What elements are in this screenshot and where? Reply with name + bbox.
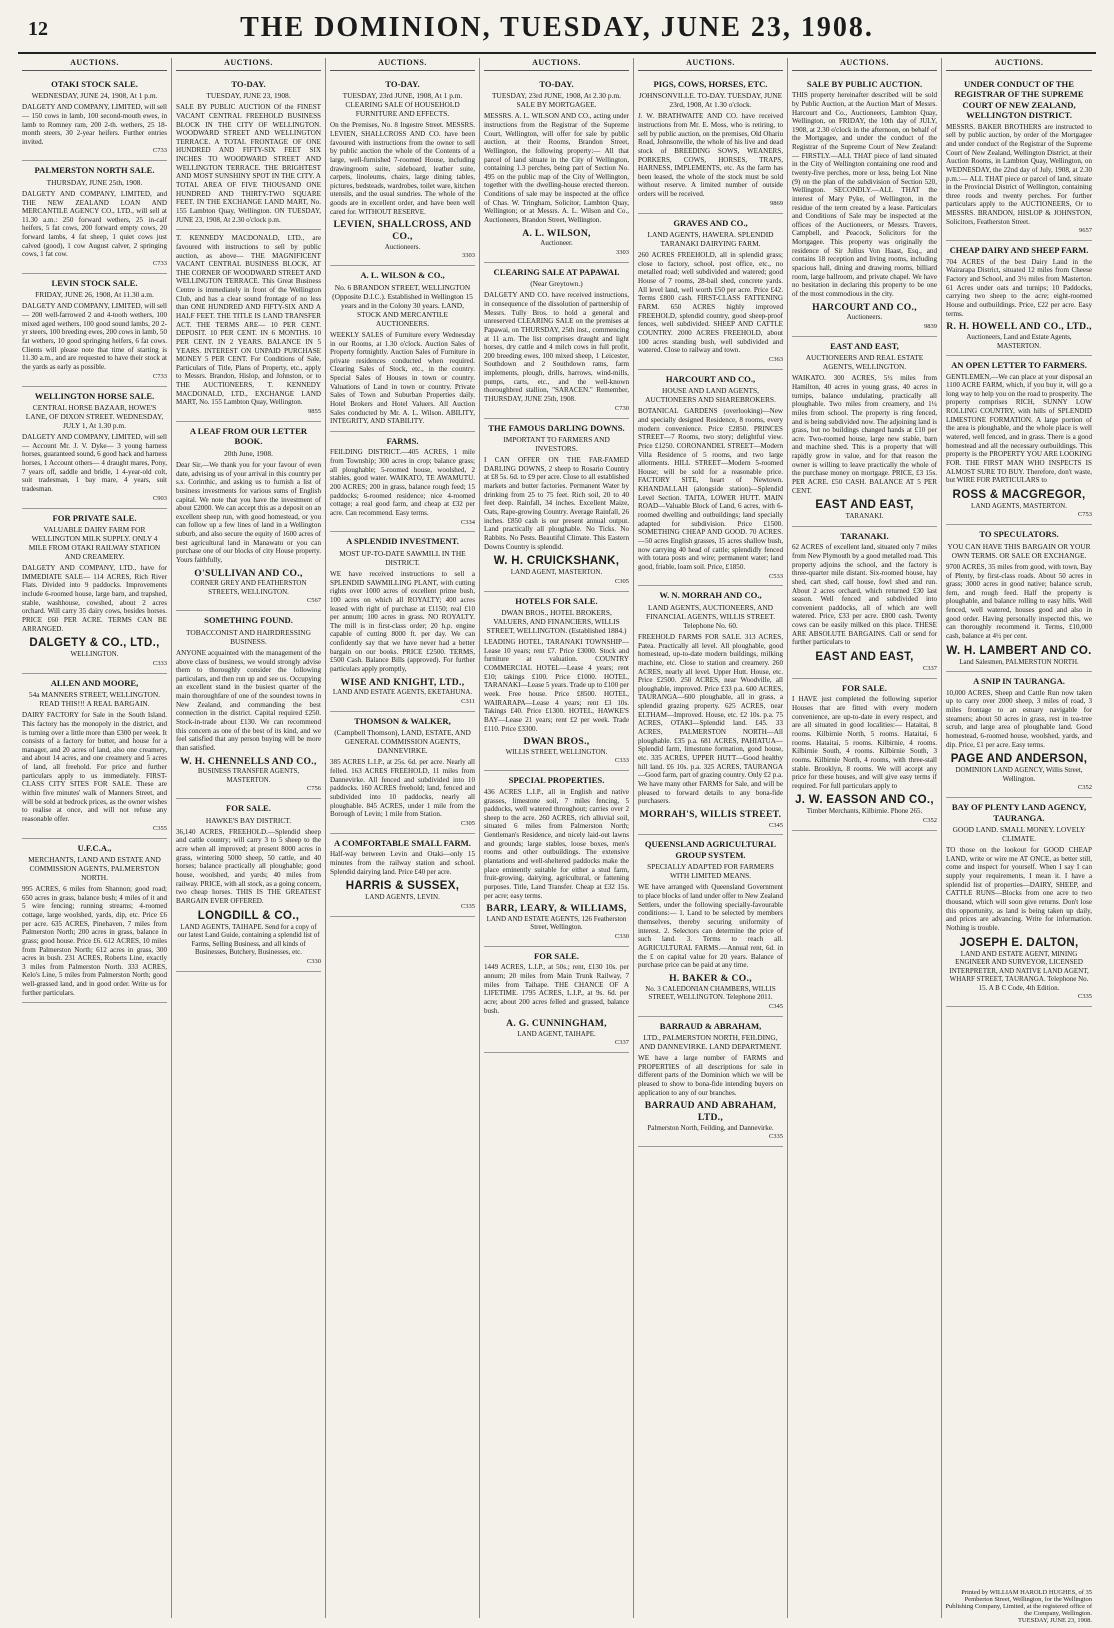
- ad-title: CHEAP DAIRY AND SHEEP FARM.: [949, 245, 1089, 256]
- advertisement: [484, 419, 629, 592]
- column-heading: AUCTIONS.: [484, 58, 629, 71]
- ad-firm-name: A. L. WILSON,: [522, 227, 591, 239]
- ad-body: 385 ACRES L.I.P., at 25s. 6d. per acre. Nearly all felled. 163 ACRES FREEHOLD, 11 miles from Dannevirke. All fenced and subdivided into 10 paddocks. 160 ACRES freehold; land, fenced and subdivided into 10 paddocks, nearly all ploughable. 845 ACRES, under 1 mile from the Borough of Levin; 1 mile from Station.: [330, 758, 475, 819]
- ad-firm-details: LAND AGENTS, LEVIN.: [365, 893, 440, 902]
- ad-title: TO-DAY.: [231, 78, 266, 89]
- ad-reference-code: 9657: [1079, 227, 1092, 235]
- ad-reference-code: C733: [152, 372, 167, 380]
- advertisement: [638, 75, 783, 214]
- advertisement: [484, 75, 629, 263]
- ad-firm-name: DALGETY & CO., LTD.,: [29, 637, 160, 650]
- masthead: [18, 8, 1096, 54]
- advertisement: [946, 798, 1092, 1007]
- ad-firm-name: DWAN BROS.,: [523, 736, 590, 748]
- ad-body: MESSRS. A. L. WILSON AND CO., acting under instructions from the Registrar of the Supreme Court, Wellington, will offer for sale by public auction, at their Rooms, Brandon Street, Wellington, the following property:— All that parcel of land situate in the City of Wellington, containing 1.3 perches, being part of Section No. 495 on the public map of the City of Wellington, together with the dwelling-house erected thereon. Conditions of sale may be inspected at the office of Chas. W. Tringham, Solicitor, Lambton Quay, Wellington; or at Messrs. A. L. Wilson and Co., Auctioneers, Brandon Street, Wellington.: [484, 112, 629, 224]
- ad-reference-code: C333: [152, 659, 167, 667]
- ad-firm-name: LONGDILL & CO.,: [197, 909, 300, 922]
- ad-firm-name: O'SULLIVAN AND CO.,: [194, 567, 303, 579]
- advertisement: [792, 527, 937, 679]
- ad-subtitle: VALUABLE DAIRY FARM FOR WELLINGTON MILK SUPPLY. ONLY 4 MILE FROM OTAKI RAILWAY STATION AND CREAMERY.: [28, 524, 161, 562]
- imprint-date: TUESDAY, JUNE 23, 1908.: [1017, 1617, 1092, 1624]
- ad-title: GRAVES AND CO.,: [673, 217, 748, 228]
- ad-body: DALGETY AND COMPANY, LIMITED, will sell— 200 well-farrowed 2 and 4-tooth wethers, 100 mixed aged wethers, 100 good sound lambs, 20 2-yr steers, 100 breeding ewes, 200 cows in lamb, 50 fat wethers, 10 good springing heifers, 6 fat cows. Clients will please note that time of starting is 11.30 a.m., and are requested to have their stock at the yards as early as possible.: [22, 302, 167, 371]
- ad-title: A SNIP IN TAURANGA.: [973, 676, 1065, 687]
- ad-subtitle: (Near Greytown.): [530, 279, 583, 289]
- ad-body: THIS property hereinafter described will be sold by Public Auction, at the Auction Mart of Messrs. Harcourt and Co., Auctioneers, Lambton Quay, Wellington, on FRIDAY, the 10th day of JULY, 1908, at 2.30 o'clock in the afternoon, on behalf of the Mortgagee, and under the conduct of the Registrar of the Supreme Court of New Zealand:— FIRSTLY.—ALL THAT piece of land situated in the City of Wellington containing one rood and twenty-five perches, more or less, being Lot Nine (9) on the plan of the subdivision of Section 520, Wellington. SECONDLY.—ALL THAT the interest of Mary Pyke, of Wellington, in the residue of the term created by a lease. Particulars and Conditions of Sale may be inspected at the offices of the Auctioneers, or Messrs. Travers, Campbell, and Peacock, Solicitors for the Mortgagee. This property was originally the residence of Sir Julius Von Haast, Esq., and contains 18 reception and living rooms, including spacious hall, dining and drawing rooms, billiard room, large ballroom, and private chapel. We have no hesitation in declaring this property to be one of the most commodious in the city.: [792, 91, 937, 298]
- ad-body: BOTANICAL GARDENS (overlooking)—New and specially designed Residence, 8 rooms, every modern convenience. Price £2850. PRINCES STREET—7 Rooms, two story; delightful view. Price £1250. CORONANDEL STREET—Modern Villa Residence of 5 rooms, and two large allotments. HILL STREET—Modern 5-roomed House; will be sold for a reasonable price. FACTORY SITE, heart of Newtown. KHANDALLAH (alongside station)—Splendid Level Section. TAITA, LOWER HUTT. MAIN ROAD—Valuable Block of Land, 6 acres, with 6-roomed dwelling and outbuildings; land specially adapted for subdivision. Price £1500. SOMETHING CHEAP AND GOOD. 70 ACRES.—50 acres English grasses, 15 acres shallow bush, now carrying 40 head of cattle; splendidly fenced with totara posts and wire; permanent water; land good, friable, loam soil. Price, £1850.: [638, 407, 783, 571]
- column-1: [18, 58, 172, 1618]
- ad-subtitle: TUESDAY, 23rd JUNE, 1908, At 2.30 p.m. SALE BY MORTGAGEE.: [492, 91, 621, 110]
- ad-firm-name: H. BAKER & CO.,: [669, 972, 752, 984]
- ad-title: FOR PRIVATE SALE.: [52, 512, 137, 523]
- ad-subtitle: TUESDAY, 23rd JUNE, 1908, At 1 p.m. CLEARING SALE Of HOUSEHOLD FURNITURE AND EFFECTS.: [342, 91, 463, 119]
- ad-firm-name: BARR, LEARY, & WILLIAMS,: [486, 903, 627, 915]
- ad-title: PIGS, COWS, HORSES, ETC.: [653, 78, 768, 89]
- ad-reference-code: 3303: [462, 252, 475, 260]
- ad-firm-name: PAGE AND ANDERSON,: [950, 753, 1088, 766]
- ad-reference-code: C352: [1077, 784, 1092, 792]
- ad-firm-details: Auctioneer.: [540, 239, 573, 248]
- ad-subtitle: CENTRAL HORSE BAZAAR, HOWE'S LANE, OF DIXON STREET. WEDNESDAY, JULY 1, At 1.30 p.m.: [25, 403, 164, 431]
- ad-body: TO those on the lookout for GOOD CHEAP LAND, write or wire me AT ONCE, as better still, come and inspect for yourself. When I say I can supply your requirements, I mean it. I have a splendid list of properties—DAIRY, SHEEP, and CATTLE RUNS—Blocks from one acre to two thousand, which will soon give returns. Don't lose this opportunity, as land is being taken up daily, and prices are advancing. Write for information. Nothing is trouble.: [946, 846, 1092, 932]
- ad-body: WE have a large number of FARMS and PROPERTIES of all descriptions for sale in different parts of the Dominion which we will be pleased to show to bona-fide intending buyers on application to any of our branches.: [638, 1054, 783, 1097]
- advertisement: [22, 75, 167, 162]
- ad-body: SALE BY PUBLIC AUCTION Of the FINEST VACANT CENTRAL FREEHOLD BUSINESS BLOCK IN THE CITY OF WELLINGTON. WOODWARD STREET AND WELLINGTON TERRACE. A TOTAL FRONTAGE OF ONE HUNDRED AND FIFTY-SIX FEET SIX INCHES TO WOODWARD STREET AND WELLINGTON TERRACE. THE BRIGHTEST AND MOST SUNSHINY SPOT IN THE CITY. A TOTAL AREA OF FIVE THOUSAND ONE HUNDRED AND THIRTY-TWO SQUARE FEET. IN THE EXCHANGE LAND MART, No. 155 Lambton Quay, Wellington. ON TUESDAY, JUNE 23, 1908, At 2.30 o'clock p.m.: [176, 103, 321, 224]
- ad-body: Dear Sir,—We thank you for your favour of even date, advising us of your arrival in this country per s.s. Corinthic, and asking us to furnish a list of business investments for various sums of English capital. We note that you have the investment of about £2000. We can accept this as a deposit on an excellent sheep run, with good homestead, or you can follow up a few lines of land in a Wellington suburb, and also secure the equity of 1600 acres of best agricultural land in Manawatu or you can purchase one of our blocks of city House property. Yours faithfully,: [176, 460, 321, 565]
- ad-subtitle: HOUSE AND LAND AGENTS, AUCTIONEERS AND SHAREBROKERS.: [645, 386, 776, 405]
- ad-body: FREEHOLD FARMS FOR SALE. 313 ACRES, Patea. Practically all level. All ploughable, good homestead, up-to-date modern buildings, milking machine, etc. Close to station and creamery. 260 ACRES, nearly all level. Upper Hutt. House, etc. Price £2500. 250 ACRES, near Woodville, all ploughable, improved. Price £33 p.a. 600 ACRES, TAURANGA—600 ploughable, all in grass, a splendid grazing property. 625 ACRES, near ELTHAM—Improved. House, etc. £2 10s. p.a. 75 ACRES, OTAKI—Splendid land. £45. 33 ACRES, PALMERSTON NORTH—All ploughable. £35 p.a. 681 ACRES, PAHIATUA—Splendid farm, limestone formation, good house, etc. 335 ACRES, UPPER HUTT—Good healthy hill land. £6 10s. p.a. 325 ACRES, TAURANGA—Good farm, part of grazing country. Only £2 p.a. We have many other FARMS for Sale, and will be pleased to forward details to any bona-fide purchasers.: [638, 633, 783, 806]
- ad-title: THE FAMOUS DARLING DOWNS.: [488, 422, 625, 433]
- advertisement: [22, 387, 167, 509]
- ad-title: A LEAF FROM OUR LETTER BOOK.: [189, 425, 308, 447]
- column-6: [788, 58, 942, 1618]
- ad-firm-details: Palmerston North, Feilding, and Dannevirke.: [647, 1123, 774, 1132]
- ad-reference-code: C305: [460, 819, 475, 827]
- ad-subtitle: TUESDAY, JUNE 23, 1908.: [206, 91, 291, 101]
- ad-body: ANYONE acquainted with the management of the above class of business, we would strongly advise them to thoroughly consider the following particulars, and then run up and see us. Occupying an excellent stand in the busiest quarter of the main thoroughfare of one of the soundest towns in New Zealand, and commanding the best connection in the district. Capital required £250. Stock-in-trade about £130. We can recommend this concern as one of the best of its kind, and we feel satisfied that any person buying will be more than satisfied.: [176, 648, 321, 752]
- ad-subtitle: DWAN BROS., HOTEL BROKERS, VALUERS, AND FINANCIERS, WILLIS STREET, WELLINGTON. (Established 1884.): [486, 608, 627, 636]
- ad-reference-code: C335: [768, 1133, 783, 1141]
- ad-title: TARANAKI.: [840, 530, 889, 541]
- ad-firm-details: Auctioneers, Land and Estate Agents, MASTERTON.: [966, 332, 1072, 350]
- ad-subtitle: No. 6 BRANDON STREET, WELLINGTON (Opposite D.I.C.). Established in Wellington 15 years and in the Colony 30 years. LAND, STOCK AND MERCANTILE AUCTIONEERS.: [332, 282, 473, 328]
- ad-title: HOTELS FOR SALE.: [515, 595, 598, 606]
- ad-body: GENTLEMEN,—We can place at your disposal an 1100 ACRE FARM, which, if you buy it, will go a long way to help you on the road to prosperity. The property comprises RICH, SUNNY LOW ROLLING COUNTRY, with hills of SPLENDID LIMESTONE FORMATION. A large portion of the area is ploughable, and the whole place is well watered, well fenced, and in grass. There is a good homestead and all the necessary outbuildings. This property is the PROPERTY YOU ARE LOOKING FOR. THE FIRST MAN WHO INSPECTS IS ALMOST SURE TO BUY. Therefore, don't waste, but WIRE FOR PARTICULARS to: [946, 372, 1092, 485]
- imprint-text: Printed by WILLIAM HAROLD HUGHES, of 35 Pemberton Street, Wellington, for the Wellington Publishing Company, Limited, at the registered office of the Company, Wellington.: [945, 1589, 1092, 1617]
- ad-body: 436 ACRES L.I.P., all in English and native grasses, limestone soil, 7 miles fencing, 5 paddocks, well watered throughout; carries over 2 sheep to the acre. 260 ACRES, rich alluvial soil, situated 6 miles from Palmerston North; Gentleman's Residence, and nicely laid-out lawns and grounds; large stables, loose boxes, men's rooms and other outbuildings. The extensive plantations and well-sheltered paddocks make the place eminently suitable for either a stud farm, fruit-growing, dairying, agricultural, or fattening purposes. Title, Land Transfer. Cheap at £32 15s. per acre; easy terms.: [484, 787, 629, 900]
- ad-reference-code: C363: [768, 355, 783, 363]
- ad-title: HARCOURT AND CO.,: [665, 373, 756, 384]
- ad-body: WEEKLY SALES of Furniture every Wednesday in our Rooms, at 1.30 o'clock. Auction Sales of Property fortnightly. Auction Sales of Furniture in private residences conducted when required. Clearing Sales of Stock, etc., in the country. Special Sales of Houses in town or country. Valuations of Land in town or country. Private Sales of Town and Suburban Properties daily. Hotel Brokers and Hotel Valuers. All Auction Sales conducted by Mr. A. L. Wilson. ABILITY, INTEGRITY, AND STABILITY.: [330, 330, 475, 426]
- ad-firm-name: EAST AND EAST,: [815, 651, 914, 663]
- advertisement: [638, 214, 783, 370]
- ad-body: DALGETY AND COMPANY, LIMITED, will sell— 150 cows in lamb, 100 second-mouth ewes, in lamb to Romney ram, 200 2-th. wethers, 25 18-month steers, 30 2-year heifers. Further entries invited.: [22, 103, 167, 146]
- ad-firm-name: J. W. EASSON AND CO.,: [795, 794, 934, 807]
- ad-subtitle: LAND AGENTS, AUCTIONEERS, AND FINANCIAL AGENTS, WILLIS STREET. Telephone No. 60.: [646, 602, 775, 630]
- column-heading: AUCTIONS.: [638, 58, 783, 71]
- ad-body: 62 ACRES of excellent land, situated only 7 miles from New Plymouth by a good metalled road. This property adjoins the school, and the factory is three-quarter mile distant. Six-roomed house, hay shed, cart shed, calf house, fowl shed and run. About 2 acres orchard, which returned £30 last season. Well fenced and subdivided into convenient paddocks, all of which are well watered. Price, £33 per acre. £800 cash. Twenty cows can be easily milked on this place. THESE ARE ABSOLUTE BARGAINS. Call or send for further particulars to: [792, 543, 937, 647]
- ad-title: TO-DAY.: [385, 78, 420, 89]
- ad-subtitle: TOBACCONIST AND HAIRDRESSING BUSINESS.: [186, 627, 311, 646]
- advertisement: [330, 834, 475, 917]
- ad-title: TO-DAY.: [539, 78, 574, 89]
- ad-reference-code: C533: [768, 572, 783, 580]
- advertisement: [22, 274, 167, 387]
- ad-body: Half-way between Levin and Otaki—only 15 minutes from the railway station and school. Splendid dairying land. Price £40 per acre.: [330, 850, 475, 876]
- advertisement: [22, 674, 167, 839]
- ad-body: 260 ACRES FREEHOLD, all in splendid grass; close to factory, school, post office, etc., no metalled road; well subdivided and watered; good House of 7 rooms, 28-bail shed, concrete yards. All level land, well worth £50 per acre. Price £42. Terms £800 cash. FIRST-CLASS FATTENING FARM. 650 ACRES highly improved FREEHOLD, splendid country, good sheep-proof fences, well subdivided. SHEEP AND CATTLE COUNTRY. 2000 ACRES FREEHOLD, about 100 acres standing bush, well subdivided and watered. Close to railway and town.: [638, 251, 783, 355]
- ad-reference-code: C733: [152, 260, 167, 268]
- advertisement: [792, 679, 937, 831]
- ad-reference-code: C730: [614, 404, 629, 412]
- ad-firm-details: LAND AGENTS, MASTERTON.: [971, 501, 1067, 510]
- ad-firm-name: EAST AND EAST,: [815, 499, 914, 512]
- ad-subtitle: 20th June, 1908.: [224, 448, 273, 458]
- ad-reference-code: C733: [152, 147, 167, 155]
- ad-reference-code: 3303: [616, 248, 629, 256]
- advertisement: [484, 263, 629, 419]
- advertisement: [638, 370, 783, 587]
- imprint-footer: [942, 1589, 1092, 1624]
- column-heading: AUCTIONS.: [330, 58, 475, 71]
- advertisement: [484, 771, 629, 947]
- ad-body: FEILDING DISTRICT.—405 ACRES, 1 mile from Township; 300 acres in crop; balance grass; all ploughable; 5-roomed house, woolshed, 2 stables, good water. WAIKATO, TE AWAMUTU. 200 ACRES; 200 in grass, balance rough feed; 15 paddocks; 6-roomed residence; nice 4-roomed cottage; a real good farm, and cheap at £32 per acre. Can recommend. Easy terms.: [330, 448, 475, 517]
- ad-body: T. KENNEDY MACDONALD, LTD., are favoured with instructions to sell by public auction, as above— THE MAGNIFICENT VACANT CENTRAL BUSINESS BLOCK, AT THE CORNER OF WOODWARD STREET AND WELLINGTON TERRACE. This Great Business Centre is immediately in front of the Wellington Club, and has a clear sound frontage of no less than ONE HUNDRED AND FIFTY-SIX AND A HALF FEET. THE TITLE IS LAND TRANSFER ACT. THE TERMS ARE— 10 PER CENT. DEPOSIT. 10 PER CENT. IN 6 MONTHS. 10 PER CENT. IN 2 YEARS. BALANCE IN 5 YEARS. INTEREST ON UNPAID PURCHASE MONEY 5 PER CENT. For Conditions of Sale, Particulars of Title, Plans of Property, etc., apply to Messrs. Brandon, Hislop, and Johnston, or to THE AUCTIONEERS, T. KENNEDY MACDONALD, LTD., EXCHANGE LAND MART, No. 155 Lambton Quay, Wellington.: [176, 234, 321, 407]
- ad-title: AN OPEN LETTER TO FARMERS.: [951, 360, 1087, 371]
- ad-firm-name: MORRAH'S, WILLIS STREET.: [639, 808, 782, 820]
- ad-title: OTAKI STOCK SALE.: [51, 78, 138, 89]
- ad-subtitle: HAWKE'S BAY DISTRICT.: [205, 815, 292, 825]
- ad-subtitle: IMPORTANT TO FARMERS AND INVESTORS.: [503, 435, 610, 454]
- column-2: [172, 58, 326, 1618]
- ad-body: I HAVE just completed the following superior Houses that are fitted with every modern convenience, are up-to-date in every respect, and are all situated in good localities:— Hataitai, 8 rooms. Kilbirnie North, 5 rooms. Hataitai, 6 rooms. Hataitai, 5 rooms. Kilbirnie, 4 rooms. Kilbirnie South, 4 rooms. Kilbirnie South, 3 rooms. Kilbirnie North, 4 rooms, with three-stall stable. Brooklyn, 8 rooms. We will accept any price for these houses, and will give easy terms if required. For full particulars apply to: [792, 695, 937, 790]
- ad-title: U.F.C.A.,: [77, 842, 112, 853]
- advertisement: [946, 525, 1092, 672]
- ad-title: ALLEN AND MOORE,: [50, 677, 139, 688]
- column-heading: AUCTIONS.: [792, 58, 937, 71]
- ad-firm-details: TARANAKI.: [845, 512, 884, 521]
- ad-subtitle: GOOD LAND. SMALL MONEY. LOVELY CLIMATE.: [952, 825, 1086, 844]
- ad-firm-details: No. 3 CALEDONIAN CHAMBERS, WILLIS STREET, WELLINGTON. Telephone 2011.: [645, 984, 776, 1002]
- ad-title: FOR SALE.: [842, 682, 887, 693]
- ad-reference-code: C334: [460, 518, 475, 526]
- ad-title: A SPLENDID INVESTMENT.: [346, 536, 459, 547]
- ad-reference-code: C305: [614, 577, 629, 585]
- ad-reference-code: C567: [306, 597, 321, 605]
- ad-reference-code: 9839: [924, 322, 937, 330]
- ad-firm-name: ROSS & MACGREGOR,: [952, 488, 1086, 501]
- advertisement: [176, 422, 321, 611]
- ad-subtitle: FRIDAY, JUNE 26, 1908, At 11.30 a.m.: [35, 290, 154, 300]
- ad-body: WE have received instructions to sell a SPLENDID SAWMILLING PLANT, with cutting rights over 1000 acres of excellent prime bush, 100 acres on which all ROYALTY; 400 acres leased with right of purchase at £1150; real £10 per annum; 100 acres in grass. NO ROYALTY. The mill is in first-class order; 20 h.p. engine capable of cutting 8000 ft. per day. We can confidently say that we have never had a better bargain on our books. PRICE £2500. TERMS, £500 Cash. Balance Bills (approved). For further particulars apply promptly,: [330, 570, 475, 674]
- advertisement: [484, 947, 629, 1053]
- ad-firm-details: LAND AND ESTATE AGENTS, 126 Featherston Street, Wellington.: [486, 914, 627, 932]
- ad-title: QUEENSLAND AGRICULTURAL GROUP SYSTEM.: [644, 839, 777, 860]
- ad-subtitle: JOHNSONVILLE. TO-DAY. TUESDAY, JUNE 23rd, 1908, At 1.30 o'clock.: [638, 91, 783, 110]
- advertisement: [176, 799, 321, 971]
- ad-firm-details: LAND AGENT, TAIHAPE.: [517, 1029, 596, 1038]
- advertisement: [176, 611, 321, 799]
- ad-reference-code: C753: [1077, 511, 1092, 519]
- ad-firm-details: Auctioneers.: [384, 242, 421, 251]
- advertisement: [330, 712, 475, 834]
- ad-firm-details: CORNER GREY AND FEATHERSTON STREETS, WELLINGTON.: [190, 579, 307, 596]
- ad-reference-code: C352: [922, 817, 937, 825]
- ad-firm-details: DOMINION LAND AGENCY, Willis Street, Wellington.: [955, 766, 1083, 783]
- ad-title: SOMETHING FOUND.: [204, 615, 293, 626]
- ad-title: LEVIN STOCK SALE.: [51, 277, 138, 288]
- advertisement: [330, 432, 475, 533]
- columns-container: [18, 58, 1096, 1618]
- ad-subtitle: MOST UP-TO-DATE SAWMILL IN THE DISTRICT.: [339, 548, 466, 567]
- ad-title: BAY OF PLENTY LAND AGENCY, TAURANGA.: [951, 802, 1087, 823]
- ad-firm-name: JOSEPH E. DALTON,: [959, 936, 1079, 949]
- ad-title: BARRAUD & ABRAHAM,: [659, 1020, 762, 1031]
- advertisement: [638, 1017, 783, 1148]
- ad-firm-details: WILLIS STREET, WELLINGTON.: [505, 747, 608, 756]
- ad-firm-name: BARRAUD AND ABRAHAM, LTD.,: [644, 1100, 777, 1124]
- ad-body: 10,000 ACRES, Sheep and Cattle Run now taken up to carry over 2000 sheep, 3 miles of road, 3 miles frontage to an estuary navigable for steamers; about 50 acres in grass, rest in tea-tree scrub, and large area of ploughable land. Good homestead, 6-roomed house, woolshed, yards, and dip. Price, £1 per acre. Easy terms.: [946, 688, 1092, 749]
- ad-firm-name: HARRIS & SUSSEX,: [345, 880, 460, 893]
- ad-reference-code: C345: [768, 1002, 783, 1010]
- advertisement: [946, 75, 1092, 242]
- ad-title: FOR SALE.: [226, 803, 271, 814]
- ad-title: WELLINGTON HORSE SALE.: [34, 390, 155, 401]
- ad-reference-code: C345: [768, 821, 783, 829]
- ad-reference-code: 9869: [770, 199, 783, 207]
- ad-title: UNDER CONDUCT OF THE REGISTRAR OF THE SUPREME COURT OF NEW ZEALAND, WELLINGTON DISTRICT.: [954, 78, 1084, 121]
- column-5: [634, 58, 788, 1618]
- ad-reference-code: 9855: [308, 408, 321, 416]
- ad-title: THOMSON & WALKER,: [354, 715, 451, 726]
- ad-title: SPECIAL PROPERTIES.: [508, 775, 605, 786]
- advertisement: [946, 241, 1092, 356]
- column-heading: AUCTIONS.: [22, 58, 167, 71]
- ad-body: 1449 ACRES, L.I.P., at 50s.; rent, £130 10s. per annum; 20 miles from Main Trunk Railway, 7 miles from Taihape. THE CHANCE OF A LIFETIME. 1795 ACRES, L.I.P., at 9s. 6d. per acre; about 200 acres felled and grassed, balance bush.: [484, 963, 629, 1015]
- advertisement: [484, 592, 629, 772]
- advertisement: [330, 75, 475, 266]
- advertisement: [22, 509, 167, 674]
- ad-title: EAST AND EAST,: [830, 340, 899, 351]
- ad-firm-name: W. H. LAMBERT AND CO.: [946, 644, 1092, 657]
- ad-body: 995 ACRES, 6 miles from Shannon; good road; 650 acres in grass, balance bush; 4 miles of it and 5 wire fencing; running streams; 4-roomed cottage, large woolshed, yards, dip, etc. Price £6 per acre. 635 ACRES, Pinehaven, 7 miles from Palmerston North; 200 acres in grass, balance in grass; good house. Price £6. 612 ACRES, 10 miles from Palmerston North; 612 acres in grass, 300 acres in bush. 231 ACRES, Roberts Line, exactly 3 miles from Palmerston North. 333 ACRES, Kelo's Line, 5 miles from Palmerston North; good well-grassed land, and in good order. Write us for further particulars.: [22, 885, 167, 997]
- ad-reference-code: C335: [1077, 993, 1092, 1001]
- ad-firm-name: W. H. CHENNELLS AND CO.,: [180, 755, 317, 767]
- advertisement: [22, 161, 167, 274]
- column-7: [942, 58, 1096, 1618]
- ad-subtitle: LAND AGENTS, HAWERA. SPLENDID TARANAKI DAIRYING FARM.: [647, 230, 774, 249]
- ad-reference-code: C337: [614, 1039, 629, 1047]
- ad-firm-name: W. H. CRUICKSHANK,: [493, 555, 620, 568]
- ad-body: DAIRY FACTORY for Sale in the South Island. This factory has the monopoly in the district, and is turning over a little more than £300 per week. It consists of a factory for butter, and house for a manager, and 20 acres of land, also one creamery, and about 14 acres, and one creamery and 5 acres of land, all freehold. For price and further particulars apply to us immediately. FIRST-CLASS CITY SITES FOR SALE. These are within five minutes' walk of Manners Street, and will be sold at bedrock prices, as the owner wishes to realise at once, and will not refuse any reasonable offer.: [22, 711, 167, 823]
- ad-reference-code: C333: [614, 757, 629, 765]
- advertisement: [792, 75, 937, 337]
- column-3: [326, 58, 480, 1618]
- ad-subtitle: MERCHANTS, LAND AND ESTATE AND COMMISSION AGENTS, PALMERSTON NORTH.: [28, 854, 161, 883]
- ad-subtitle: YOU CAN HAVE THIS BARGAIN OR YOUR OWN TERMS. OR SALE OR EXCHANGE.: [947, 541, 1091, 560]
- advertisement: [792, 337, 937, 527]
- ad-title: CLEARING SALE AT PAPAWAI.: [493, 266, 620, 277]
- ad-subtitle: LTD., PALMERSTON NORTH, FEILDING, AND DANNEVIRKE. LAND DEPARTMENT.: [639, 1033, 782, 1052]
- ad-firm-details: BUSINESS TRANSFER AGENTS, MASTERTON.: [197, 767, 300, 784]
- ad-subtitle: (Campbell Thomson), LAND, ESTATE, AND GENERAL COMMISSION AGENTS, DANNEVIRKE.: [334, 728, 471, 756]
- advertisement: [946, 672, 1092, 798]
- ad-title: PALMERSTON NORTH SALE.: [34, 165, 155, 176]
- advertisement: [638, 586, 783, 835]
- ad-firm-details: LAND AND ESTATE AGENT, MINING ENGINEER AND SURVEYOR, LICENSED INTERPRETER, AND NATIVE LAND AGENT, WHARF STREET, TAURANGA. Telephone No. 15. A B C Code, 4th Edition.: [949, 949, 1089, 992]
- ad-reference-code: C355: [152, 824, 167, 832]
- ad-body: J. W. BRATHWAITE AND CO. have received instructions from Mr. E. Moss, who is retiring, to sell by public auction, on the premises, Old Ohariu Road, Johnsonville, the whole of his live and dead stock of BREEDING SOWS, WEANERS, PORKERS, COWS, HORSES, TRAPS, HARNESS, IMPLEMENTS, etc. As the farm has been leased, the whole of the stock must be sold without reserve. A limited number of outside orders will be received.: [638, 112, 783, 199]
- ad-firm-name: R. H. HOWELL AND CO., LTD.,: [946, 321, 1092, 333]
- ad-body: I CAN OFFER ON THE FAR-FAMED DARLING DOWNS, 2 sheep to Rosario Country at £8 5s. 6d. to £9 per acre. Close to all established markets and butter factories. Permanent Water by drinking from 25 to 75 feet. Rich soil, 20 to 40 feet deep. Rainfall, 34 inches. Excellent Maize, Oats, Rape-growing Country. Average Rainfall, 26 inches. £850 cash is our present annual output. Land practically all ploughable. No Ticks. No Rabbits. No Pests. Beautiful Climate. This Eastern Downs Country is splendid.: [484, 456, 629, 551]
- page-number: 12: [28, 18, 48, 40]
- ad-body: DALGETY AND COMPANY, LIMITED, and THE NEW ZEALAND LOAN AND MERCANTILE AGENCY CO., LTD., will sell at 11.30 a.m.: 250 forward wethers, 25 in-calf heifers, 5 fat cows, 200 forward empty cows, 20 forward lambs, 4 fat sheep, 1 quiet cows just calved (good), 1 cow August calver, 2 springing cows, 1 fat cow.: [22, 189, 167, 259]
- ad-firm-details: Timber Merchants, Kilbirnie. Phone 265.: [806, 807, 923, 816]
- ad-title: A. L. WILSON & CO.,: [360, 270, 445, 281]
- ad-firm-name: WISE AND KNIGHT, LTD.,: [340, 676, 465, 688]
- ad-body: 9700 ACRES, 35 miles from good, with town, Bay of Plenty, by first-class roads. About 50 acres in grass; 3000 acres in good native; balance scrub, fern, and rough feed. Half the property is ploughable, and balance rolling to easy hills. Well fenced, well watered, houses good and also in good order. Having personally inspected this, we can thoroughly recommend it. Terms, £10,000 cash, balance at 4½ per cent.: [946, 562, 1092, 640]
- ad-body: MESSRS. BAKER BROTHERS are instructed to sell by public auction, by order of the Mortgagee and under conduct of the Registrar of the Supreme Court of New Zealand, Wellington District, at their Auction Rooms, in Lambton Quay, Wellington, on WEDNESDAY, the 22nd day of July, 1908, at 2.30 p.m.:— ALL THAT piece or parcel of land, situate in the Provincial District of Wellington, containing three roods and twenty perches. For further particulars apply to the AUCTIONEERS, Or to MESSRS. BRANDON, HISLOP & JOHNSTON, Solicitors, Featherston Street.: [946, 122, 1092, 226]
- ad-subtitle: WEDNESDAY, JUNE 24, 1908, At 1 p.m.: [31, 91, 158, 101]
- advertisement: [176, 75, 321, 230]
- ad-title: SALE BY PUBLIC AUCTION.: [806, 78, 923, 89]
- ad-firm-details: Auctioneers.: [846, 313, 883, 322]
- ad-firm-name: HARCOURT AND CO.,: [812, 301, 917, 313]
- ad-reference-code: C330: [306, 957, 321, 965]
- ad-firm-details: LAND AGENTS, TAIHAPE. Send for a copy of our latest Land Guide, containing a splendid list of Farms, Selling Business, and all kinds of Businesses, Butchery, Businesses, etc.: [177, 922, 320, 957]
- ad-firm-name: A. G. CUNNINGHAM,: [506, 1018, 607, 1030]
- ad-reference-code: C335: [460, 902, 475, 910]
- advertisement: [638, 835, 783, 1016]
- ad-title: FARMS.: [386, 435, 419, 446]
- ad-reference-code: C330: [614, 932, 629, 940]
- ad-title: FOR SALE.: [534, 950, 579, 961]
- ad-firm-details: Land Salesmen, PALMERSTON NORTH.: [959, 657, 1079, 666]
- ad-body: 36,140 ACRES, FREEHOLD.—Splendid sheep and cattle country; will carry 3 to 5 sheep to the acre when all improved; at present 8000 acres in grass, wintering 5000 sheep, 50 cattle, and 40 horses; balance practically all ploughable; good house, woolshed, and yards; 40 miles from railway. PRICE, with all stock, as a going concern, two cheap horses. THIS IS THE GREATEST BARGAIN EVER OFFERED.: [176, 827, 321, 905]
- ad-subtitle: THURSDAY, JUNE 25th, 1908.: [46, 177, 143, 187]
- ad-body: WE have arranged with Queensland Government to place blocks of land under offer to New Zealand Settlers, under the following specially-favourable conditions:— 1. Land to be selected by members themselves, thereby securing uniformity of interest. 2. Selectors can determine the price of such land. 3. Terms to reach all. AGRICULTURAL FARMS.—Annual rent, 6d. in the £ on capital value for 20 years. Balance of purchase price can be paid at any time.: [638, 883, 783, 970]
- advertisement: [330, 532, 475, 711]
- ad-body: WAIKATO. 300 ACRES, 5½ miles from Hamilton, 40 acres in young grass, 40 acres in turnips, balance undulating, practically all ploughable. Two miles from creamery, and 1¼ miles from school. The property is ring fenced, and is being subdivided now. The adjoining land is grass, but no buildings changed hands at £10 per acre. Two-roomed house, large new stable, barn and machine shed. This is a property that will rapidly grow in value, and for that reason the owner is willing to leave practically the whole of the purchase money on mortgage. PRICE, £3 15s. PER ACRE. £50 CASH. BALANCE AT 5 PER CENT.: [792, 374, 937, 495]
- column-4: [480, 58, 634, 1618]
- ad-firm-name: LEVIEN, SHALLCROSS, AND CO.,: [333, 219, 472, 243]
- ad-body: LEADING HOTEL, TARANAKI TOWNSHIP—Lease 10 years; rent £7. Price £3000. Stock and furniture at valuation. COUNTRY COMMERCIAL HOTEL—Lease 4 years; rent £10; takings £100. Price £1000. HOTEL, TARANAKI—Lease 5 years. Trade up to £100 per week. Free house. Price £8500. HOTEL, WAIRARAPA—Lease 4 years; rent £3 10s. Takings £40. Price £1300. HOTEL, HAWKE'S BAY—Lease 21 years; rent £2 per week. Trade £110. Price £3300.: [484, 638, 629, 733]
- ad-reference-code: C337: [922, 665, 937, 673]
- ad-body: DALGETY AND COMPANY, LTD., have for IMMEDIATE SALE— 114 ACRES, Rich River Flats. Divided into 9 paddocks. Improvements include 6-roomed house, large barn, and trapshed, stable, washhouse, cowshed, about 2 acres orchard. Will carry 35 dairy cows, besides horses. PRICE £60 PER ACRE. TERMS CAN BE ARRANGED.: [22, 564, 167, 633]
- ad-subtitle: AUCTIONEERS AND REAL ESTATE AGENTS, WELLINGTON.: [805, 353, 924, 372]
- advertisement: [176, 230, 321, 422]
- ad-reference-code: C756: [306, 785, 321, 793]
- ad-body: DALGETY AND COMPANY, LIMITED, will sell— Account Mr. J. V. Dyke— 3 young harness horses, guaranteed sound, 6 good hack and harness horses, 1 Account others— 4 draught mares, Pony, 7 years off, saddle and bridle, 1 4-year-old colt, suit tradesman, 1 bay mare, 4 years, suit tradesman.: [22, 433, 167, 493]
- newspaper-title: THE DOMINION, TUESDAY, JUNE 23, 1908.: [240, 12, 874, 43]
- ad-reference-code: C311: [461, 697, 475, 705]
- ad-reference-code: C903: [152, 494, 167, 502]
- column-heading: AUCTIONS.: [946, 58, 1092, 71]
- ad-title: TO SPECULATORS.: [979, 529, 1059, 540]
- ad-firm-details: LAND AND ESTATE AGENTS, EKETAHUNA.: [332, 688, 473, 697]
- ad-title: W. N. MORRAH AND CO.,: [659, 590, 762, 601]
- column-heading: AUCTIONS.: [176, 58, 321, 71]
- ad-body: On the Premises, No. 8 Ingestre Street. MESSRS. LEVIEN, SHALLCROSS AND CO. have been favoured with instructions from the owner to sell by public auction the whole of the Contents of a large, well-furnished 7-roomed House, including drawingroom suite, sideboard, leather suite, carpets, linoleums, chairs, large dining tables, pictures, bedsteads, wardrobes, toilet ware, kitchen utensils, and the usual sundries. The whole of the goods are in excellent order, and have been well cared for. WITHOUT RESERVE.: [330, 121, 475, 216]
- ad-body: 704 ACRES of the best Dairy Land in the Wairarapa District, situated 12 miles from Cheese Factory and School, and 3½ miles from Masterton. 61 Acres under oats and turnips; 10 Paddocks, carrying two sheep to the acre; eight-roomed House and outbuildings. Price, £22 per acre. Easy terms.: [946, 257, 1092, 318]
- advertisement: [330, 266, 475, 432]
- ad-body: DALGETY AND CO. have received instructions, in consequence of the dissolution of partnership of Messrs. Tully Bros. to hold a general and unreserved CLEARING SALE on the premises at Papawai, on THURSDAY, 25th inst., commencing at 11 a.m. The list comprises draught and light horses, dry cattle and 4 milch cows in full profit, 200 breeding ewes, 100 mixed sheep, 1 Leicester, Southdown and 2 Southdown rams, farm implements, plough, drills, harrows, wind-mills, pumps, carts, etc., and the well-known thoroughbred stallion, "SARACEN." Remember, THURSDAY, JUNE 25th, 1908.: [484, 291, 629, 403]
- advertisement: [946, 356, 1092, 525]
- ad-firm-details: WELLINGTON.: [70, 650, 119, 659]
- ad-subtitle: SPECIALLY ADAPTED FOR FARMERS WITH LIMITED MEANS.: [647, 862, 774, 881]
- ad-subtitle: 54a MANNERS STREET, WELLINGTON. READ THIS!!! A REAL BARGAIN.: [28, 690, 161, 709]
- ad-title: A COMFORTABLE SMALL FARM.: [334, 837, 471, 848]
- ad-firm-details: LAND AGENT, MASTERTON.: [510, 568, 603, 577]
- advertisement: [22, 839, 167, 1004]
